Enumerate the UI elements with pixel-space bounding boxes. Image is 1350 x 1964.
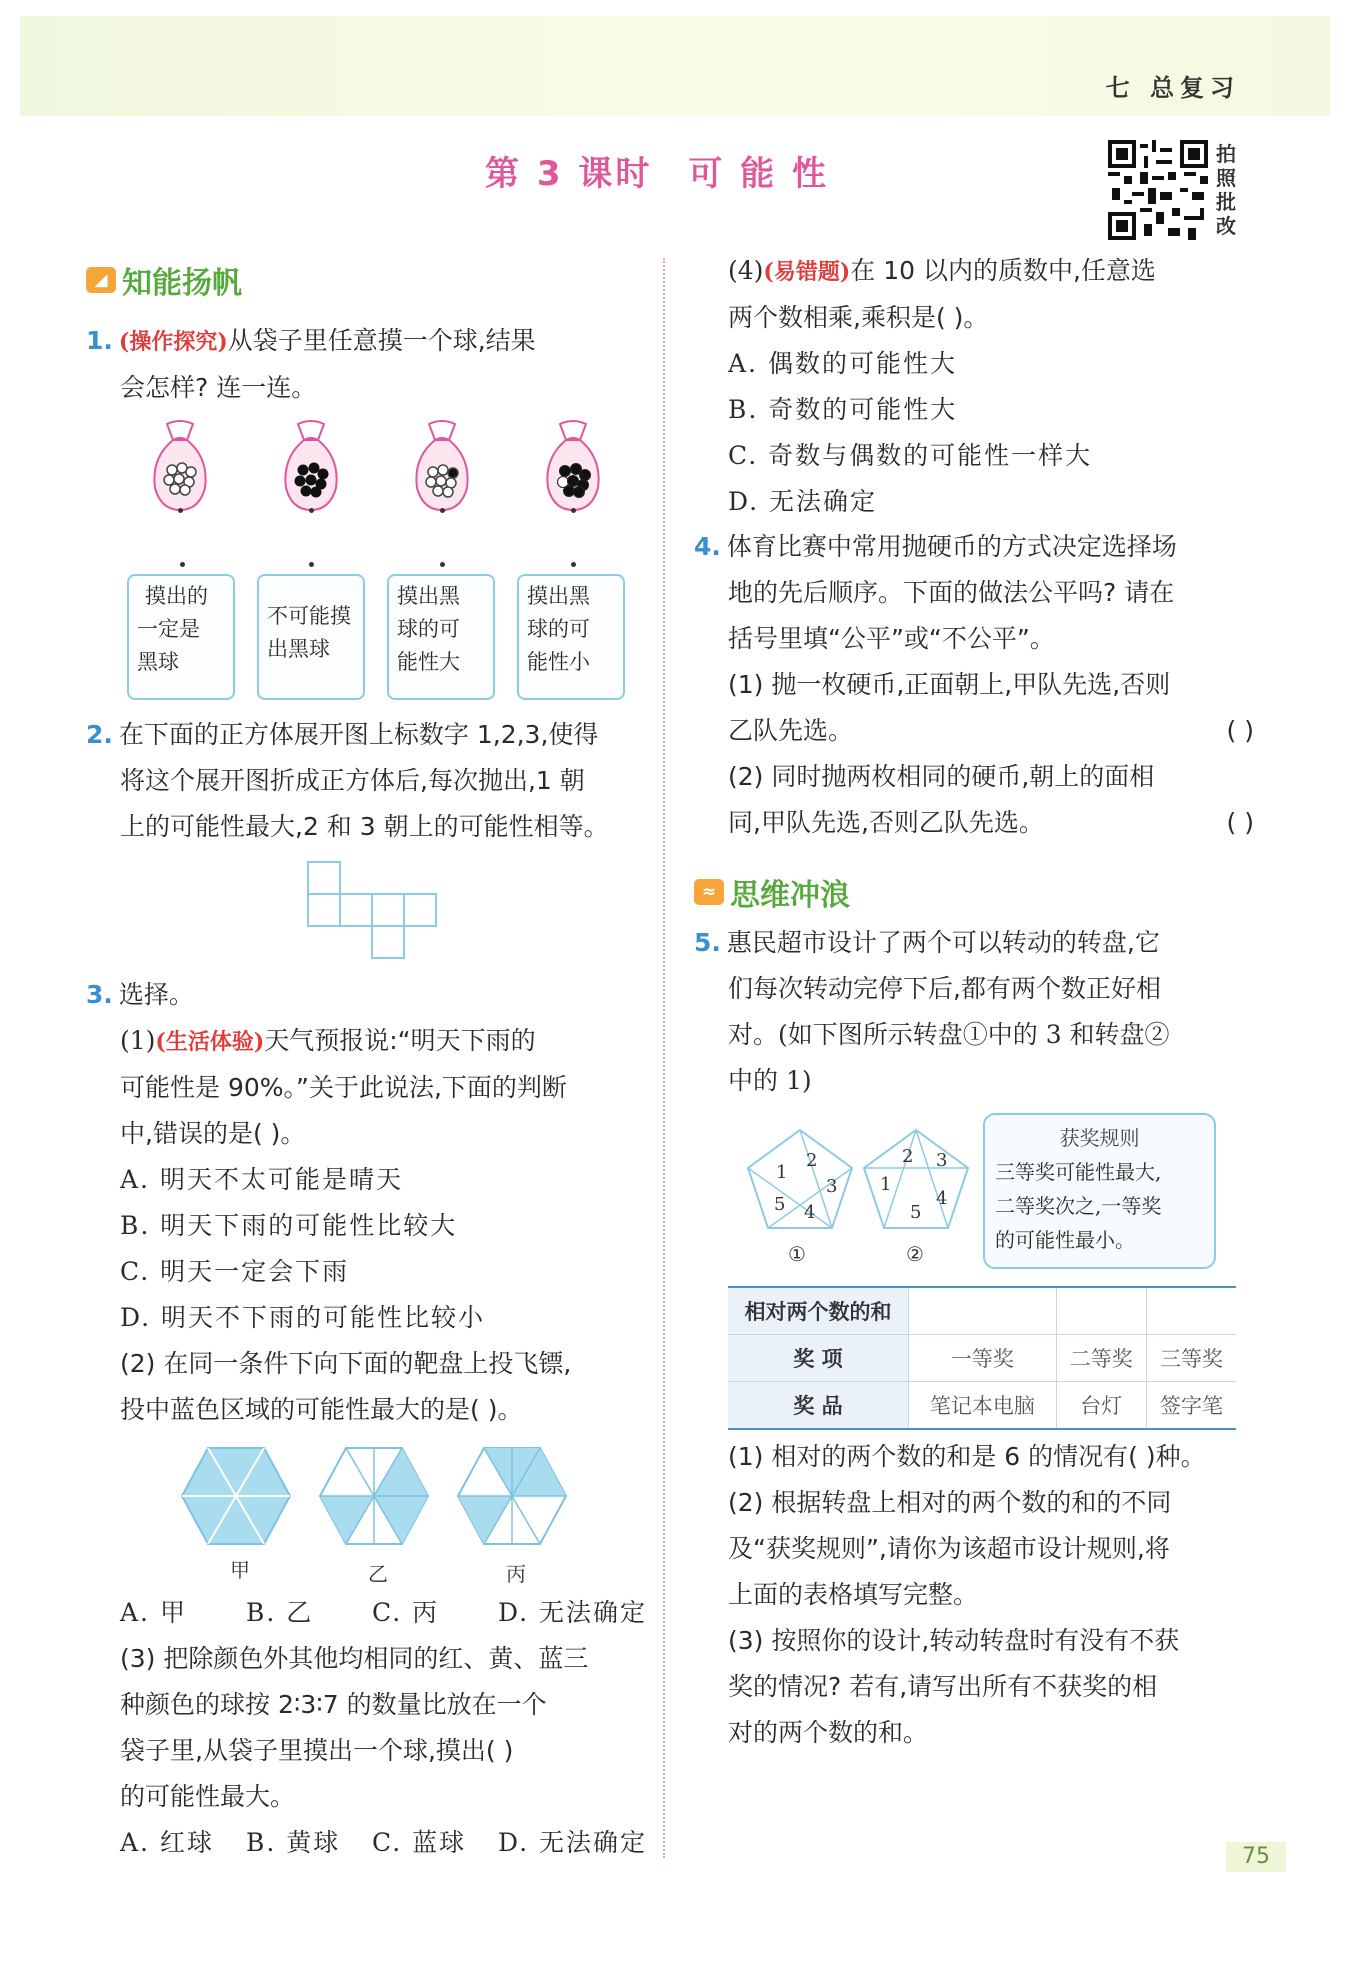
page-number: 75 bbox=[1226, 1842, 1286, 1872]
card-line: 摸出黑 bbox=[527, 584, 590, 608]
question-text: 同,甲队先选,否则乙队先选。 bbox=[728, 808, 1044, 837]
connect-dot[interactable] bbox=[440, 562, 445, 567]
lesson-number: 第 3 课时 bbox=[485, 154, 653, 194]
question-text: 对。(如下图所示转盘①中的 3 和转盘② bbox=[728, 1020, 1170, 1049]
prize-rules-box bbox=[983, 1113, 1216, 1269]
subq-prefix: (1) bbox=[120, 1026, 156, 1055]
section-header-zhineng bbox=[86, 258, 242, 302]
question-1 bbox=[86, 318, 646, 411]
connect-dot[interactable] bbox=[180, 562, 185, 567]
column-divider bbox=[663, 258, 665, 1858]
rule-line: 二等奖次之,一等奖 bbox=[995, 1194, 1162, 1218]
option-b[interactable]: B. 黄球 bbox=[246, 1828, 341, 1857]
wave-icon: ≈ bbox=[694, 879, 724, 905]
option-b[interactable]: B. 明天下雨的可能性比较大 bbox=[120, 1211, 458, 1240]
question-3-2-options bbox=[120, 1590, 660, 1866]
question-number: 1. bbox=[86, 326, 113, 355]
ball-bag-2 bbox=[278, 418, 344, 518]
spinner-number: 1 bbox=[880, 1174, 892, 1195]
question-number: 2. bbox=[86, 720, 113, 749]
spinner-1[interactable] bbox=[744, 1128, 856, 1232]
outcome-card-4 bbox=[517, 574, 625, 700]
section-header-siwei bbox=[694, 870, 850, 914]
question-text: 在 10 以内的质数中,任意选 bbox=[850, 256, 1156, 285]
question-text: (1) 相对的两个数的和是 6 的情况有( )种。 bbox=[728, 1442, 1206, 1471]
target-label: 乙 bbox=[368, 1562, 388, 1586]
qr-code-icon[interactable] bbox=[1108, 140, 1208, 240]
card-line: 出黑球 bbox=[267, 637, 330, 661]
card-line: 摸出的 bbox=[145, 584, 208, 608]
question-tag: (生活体验) bbox=[155, 1029, 265, 1055]
target-label: 丙 bbox=[506, 1562, 526, 1586]
answer-blank[interactable]: ( ) bbox=[1226, 808, 1254, 837]
spinner-number: 3 bbox=[936, 1150, 948, 1171]
table-cell: 笔记本电脑 bbox=[909, 1382, 1057, 1430]
question-text: 及“获奖规则”,请你为该超市设计规则,将 bbox=[728, 1534, 1170, 1563]
question-number: 5. bbox=[694, 928, 721, 957]
option-a[interactable]: A. 明天不太可能是晴天 bbox=[120, 1165, 403, 1194]
outcome-card-1 bbox=[127, 574, 235, 700]
question-tag: (易错题) bbox=[763, 259, 851, 285]
table-cell: 签字笔 bbox=[1146, 1382, 1236, 1430]
connect-dot[interactable] bbox=[309, 508, 314, 513]
connect-dot[interactable] bbox=[440, 508, 445, 513]
question-text: 会怎样? 连一连。 bbox=[120, 373, 317, 402]
question-text: (3) 把除颜色外其他均相同的红、黄、蓝三 bbox=[120, 1644, 589, 1673]
card-line: 球的可 bbox=[527, 617, 590, 641]
card-line: 不可能摸 bbox=[267, 604, 351, 628]
ball-bag-1 bbox=[147, 418, 213, 518]
question-text: 两个数相乘,乘积是( )。 bbox=[728, 303, 989, 332]
section-title: 思维冲浪 bbox=[730, 878, 850, 913]
cube-net-diagram[interactable] bbox=[306, 860, 442, 966]
question-5 bbox=[694, 920, 1254, 1104]
option-b[interactable]: B. 乙 bbox=[246, 1598, 314, 1627]
spinner-number: 2 bbox=[902, 1146, 914, 1167]
table-cell-blank[interactable] bbox=[1056, 1287, 1146, 1335]
question-text: 上面的表格填写完整。 bbox=[728, 1580, 979, 1609]
section-title: 知能扬帆 bbox=[122, 266, 242, 301]
table-header: 奖 项 bbox=[728, 1335, 909, 1382]
rule-title: 获奖规则 bbox=[1059, 1126, 1140, 1150]
question-text: 天气预报说:“明天下雨的 bbox=[264, 1026, 536, 1055]
table-header: 相对两个数的和 bbox=[728, 1287, 909, 1335]
spinner-number: 5 bbox=[910, 1202, 922, 1223]
question-2 bbox=[86, 712, 646, 850]
spinner-2[interactable] bbox=[860, 1128, 972, 1232]
question-text: 从袋子里任意摸一个球,结果 bbox=[227, 326, 536, 355]
target-label: 甲 bbox=[230, 1558, 250, 1582]
spinner-number: 4 bbox=[936, 1188, 948, 1209]
question-text: 在下面的正方体展开图上标数字 1,2,3,使得 bbox=[118, 720, 599, 749]
question-text: 可能性是 90%。”关于此说法,下面的判断 bbox=[120, 1073, 567, 1102]
subq-prefix: (4) bbox=[728, 256, 764, 285]
table-header: 奖 品 bbox=[728, 1382, 909, 1430]
ball-bag-3 bbox=[409, 418, 475, 518]
question-text: 选择。 bbox=[118, 980, 194, 1009]
lesson-topic: 可 能 性 bbox=[688, 154, 830, 194]
connect-dot[interactable] bbox=[178, 508, 183, 513]
question-text: (2) 在同一条件下向下面的靶盘上投飞镖, bbox=[120, 1349, 572, 1378]
option-a[interactable]: A. 红球 bbox=[120, 1828, 214, 1857]
answer-blank[interactable]: ( ) bbox=[1226, 716, 1254, 745]
spinner-number: 3 bbox=[826, 1176, 838, 1197]
ball-bag-4 bbox=[540, 418, 606, 518]
rule-line: 的可能性最小。 bbox=[995, 1228, 1135, 1252]
option-b[interactable]: B. 奇数的可能性大 bbox=[728, 395, 958, 424]
flag-icon: ◢ bbox=[86, 267, 116, 293]
card-line: 球的可 bbox=[397, 617, 460, 641]
card-line: 能性大 bbox=[397, 650, 460, 674]
option-d[interactable]: D. 无法确定 bbox=[498, 1828, 648, 1857]
question-text: 地的先后顺序。下面的做法公平吗? 请在 bbox=[728, 578, 1175, 607]
spinner-label: ② bbox=[906, 1242, 924, 1266]
connect-dot[interactable] bbox=[309, 562, 314, 567]
lesson-title bbox=[485, 146, 829, 195]
option-c[interactable]: C. 蓝球 bbox=[372, 1828, 467, 1857]
question-5-subquestions bbox=[728, 1434, 1248, 1756]
chapter-label: 七 总复习 bbox=[1105, 74, 1240, 102]
question-number: 3. bbox=[86, 980, 113, 1009]
table-cell: 一等奖 bbox=[909, 1335, 1057, 1382]
option-a[interactable]: A. 甲 bbox=[120, 1598, 187, 1627]
table-cell-blank[interactable] bbox=[1146, 1287, 1236, 1335]
question-number: 4. bbox=[694, 532, 721, 561]
question-text: 惠民超市设计了两个可以转动的转盘,它 bbox=[726, 928, 1160, 957]
outcome-card-2 bbox=[257, 574, 365, 700]
spinner-number: 1 bbox=[776, 1162, 788, 1183]
option-d[interactable]: D. 无法确定 bbox=[728, 487, 878, 516]
connect-dot[interactable] bbox=[571, 508, 576, 513]
question-text: 对的两个数的和。 bbox=[728, 1718, 929, 1747]
question-text: 奖的情况? 若有,请写出所有不获奖的相 bbox=[728, 1672, 1158, 1701]
option-d[interactable]: D. 无法确定 bbox=[498, 1598, 648, 1627]
question-text: 中的 1) bbox=[728, 1066, 812, 1095]
question-text: 将这个展开图折成正方体后,每次抛出,1 朝 bbox=[120, 766, 585, 795]
table-cell: 台灯 bbox=[1056, 1382, 1146, 1430]
target-jia bbox=[180, 1446, 292, 1546]
question-tag: (操作探究) bbox=[118, 329, 228, 355]
target-bing bbox=[456, 1446, 568, 1546]
option-d[interactable]: D. 明天不下雨的可能性比较小 bbox=[120, 1303, 486, 1332]
spinner-number: 4 bbox=[804, 1202, 816, 1223]
question-text: (1) 抛一枚硬币,正面朝上,甲队先选,否则 bbox=[728, 670, 1171, 699]
qr-label: 拍照批改 bbox=[1216, 142, 1236, 238]
question-3 bbox=[86, 972, 656, 1433]
question-text: 袋子里,从袋子里摸出一个球,摸出( ) bbox=[120, 1736, 514, 1765]
question-3-4 bbox=[728, 248, 1248, 525]
question-text: (2) 根据转盘上相对的两个数的和的不同 bbox=[728, 1488, 1172, 1517]
spinner-number: 2 bbox=[806, 1150, 818, 1171]
question-text: 括号里填“公平”或“不公平”。 bbox=[728, 624, 1055, 653]
option-a[interactable]: A. 偶数的可能性大 bbox=[728, 349, 957, 378]
table-cell-blank[interactable] bbox=[909, 1287, 1057, 1335]
option-c[interactable]: C. 丙 bbox=[372, 1598, 440, 1627]
prize-table bbox=[728, 1286, 1236, 1430]
question-text: 投中蓝色区域的可能性最大的是( )。 bbox=[120, 1395, 523, 1424]
question-text: 种颜色的球按 2∶3∶7 的数量比放在一个 bbox=[120, 1690, 547, 1719]
option-c[interactable]: C. 明天一定会下雨 bbox=[120, 1257, 350, 1286]
question-text: 们每次转动完停下后,都有两个数正好相 bbox=[728, 974, 1161, 1003]
card-line: 一定是 bbox=[137, 617, 200, 641]
spinner-number: 5 bbox=[774, 1194, 786, 1215]
target-yi bbox=[318, 1446, 430, 1546]
question-text: 体育比赛中常用抛硬币的方式决定选择场 bbox=[726, 532, 1177, 561]
connect-dot[interactable] bbox=[571, 562, 576, 567]
card-line: 摸出黑 bbox=[397, 584, 460, 608]
rule-line: 三等奖可能性最大, bbox=[995, 1160, 1162, 1184]
question-text: (2) 同时抛两枚相同的硬币,朝上的面相 bbox=[728, 762, 1155, 791]
table-cell: 二等奖 bbox=[1056, 1335, 1146, 1382]
spinner-label: ① bbox=[788, 1242, 806, 1266]
question-text: (3) 按照你的设计,转动转盘时有没有不获 bbox=[728, 1626, 1180, 1655]
card-line: 能性小 bbox=[527, 650, 590, 674]
table-cell: 三等奖 bbox=[1146, 1335, 1236, 1382]
question-text: 的可能性最大。 bbox=[120, 1782, 296, 1811]
card-line: 黑球 bbox=[137, 650, 179, 674]
outcome-card-3 bbox=[387, 574, 495, 700]
question-text: 上的可能性最大,2 和 3 朝上的可能性相等。 bbox=[120, 812, 609, 841]
option-c[interactable]: C. 奇数与偶数的可能性一样大 bbox=[728, 441, 1093, 470]
question-text: 乙队先选。 bbox=[728, 716, 854, 745]
question-4 bbox=[694, 524, 1254, 846]
question-text: 中,错误的是( )。 bbox=[120, 1119, 306, 1148]
